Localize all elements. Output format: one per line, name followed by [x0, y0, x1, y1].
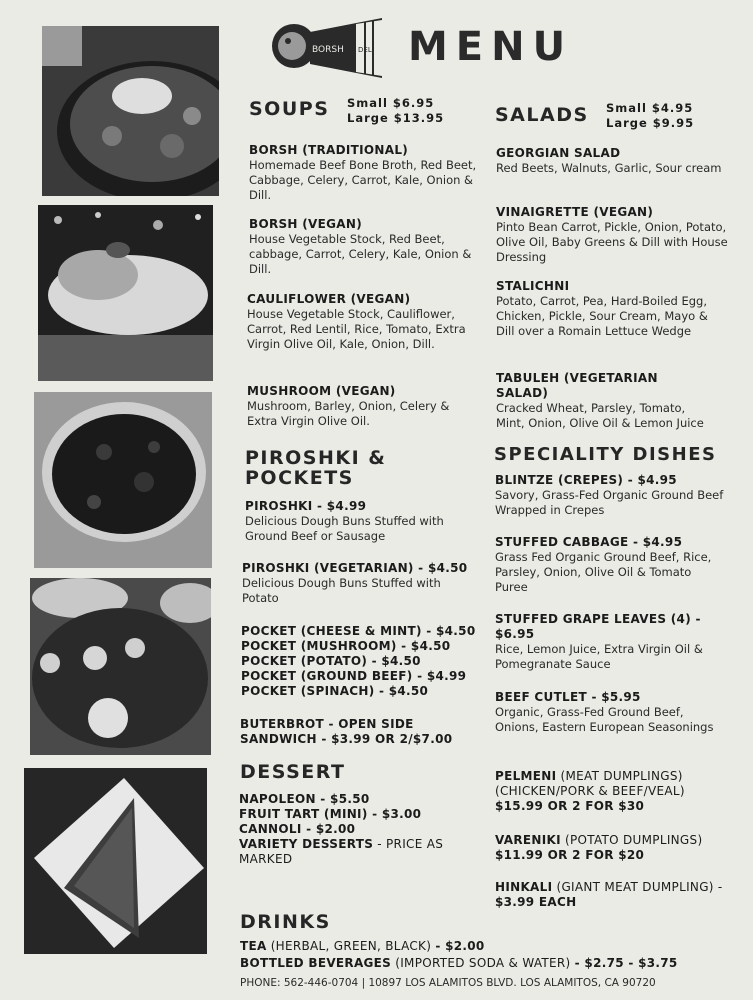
dessert-item: FRUIT TART (MINI) - $3.00 — [239, 807, 422, 821]
piroshki-name: PIROSHKI (VEGETARIAN) - $4.50 — [242, 561, 468, 575]
salad-item — [496, 279, 720, 340]
salad-item — [496, 371, 711, 431]
tea-price: - $2.00 — [435, 939, 485, 953]
tea-name: TEA — [240, 939, 267, 953]
soups-price-large: Large $13.95 — [347, 111, 445, 125]
dessert-list — [239, 792, 443, 867]
dessert-item: CANNOLI - $2.00 — [239, 822, 356, 836]
soup-desc: Mushroom, Barley, Onion, Celery & Extra Virgin Olive Oil. — [247, 399, 450, 429]
specialty-name: STUFFED CABBAGE - $4.95 — [495, 535, 683, 549]
soup-item — [247, 292, 479, 353]
piroshki-item — [245, 499, 477, 544]
salads-heading: SALADS — [495, 104, 589, 126]
photo-salad-plate — [38, 205, 213, 381]
photo-grape-leaves — [30, 578, 211, 755]
piroshki-item — [242, 561, 474, 606]
drink-bottled — [240, 956, 678, 971]
pelmeni-desc1: (MEAT DUMPLINGS) — [556, 769, 683, 783]
variety-rest: - PRICE AS — [373, 837, 444, 851]
soup-desc: Homemade Beef Bone Broth, Red Beet, Cabbage, Celery, Carrot, Kale, Onion & Dill. — [249, 158, 477, 203]
piroshki-desc: Delicious Dough Buns Stuffed with Potato — [242, 576, 441, 606]
specialty-vareniki — [495, 833, 702, 863]
specialty-pelmeni — [495, 769, 685, 814]
logo-text: BORSH — [312, 45, 344, 55]
pocket-item: POCKET (POTATO) - $4.50 — [241, 654, 421, 668]
soup-item — [247, 384, 479, 429]
dessert-item: NAPOLEON - $5.50 — [239, 792, 370, 806]
piroshki-desc: Delicious Dough Buns Stuffed with Ground Beef or Sausage — [245, 514, 444, 544]
salads-price-large: Large $9.95 — [606, 116, 695, 130]
hinkali-desc: (GIANT MEAT DUMPLING) - — [552, 880, 723, 894]
specialty-desc: Organic, Grass-Fed Ground Beef, Onions, Eastern European Seasonings — [495, 705, 714, 735]
specialty-heading: SPECIALITY DISHES — [494, 444, 717, 465]
drinks-heading: DRINKS — [240, 911, 331, 933]
dessert-heading: DESSERT — [240, 761, 346, 783]
variety-name: VARIETY DESSERTS — [239, 837, 374, 851]
specialty-desc: Rice, Lemon Juice, Extra Virgin Oil & Pomegranate Sauce — [495, 642, 703, 672]
piroshki-heading-line1: PIROSHKI & — [245, 447, 387, 469]
salads-price-small: Small $4.95 — [606, 101, 694, 115]
piroshki-heading-line2: POCKETS — [245, 467, 354, 489]
salad-item — [496, 146, 728, 176]
specialty-item — [495, 535, 727, 596]
logo-text-deli: DELI — [358, 46, 374, 54]
soup-item — [249, 143, 481, 204]
salad-name: STALICHNI — [496, 279, 570, 293]
pockets-list — [241, 624, 475, 699]
specialty-hinkali — [495, 880, 723, 910]
soup-desc: House Vegetable Stock, Cauliflower, Carrot, Red Lentil, Rice, Tomato, Extra Virgin Olive Oil, Kale, Onion, Dill. — [247, 307, 466, 352]
bottled-rest: (IMPORTED SODA & WATER) — [391, 956, 575, 970]
specialty-item — [495, 690, 727, 735]
page-title: MENU — [408, 24, 574, 70]
soup-name: BORSH (TRADITIONAL) — [249, 143, 409, 157]
dessert-item-variety — [239, 837, 443, 852]
contact-footer: PHONE: 562-446-0704 | 10897 LOS ALAMITOS BLVD. LOS ALAMITOS, CA 90720 — [240, 977, 656, 989]
borsh-deli-logo — [270, 16, 390, 80]
soup-desc: House Vegetable Stock, Red Beet, cabbage, Carrot, Celery, Kale, Onion & Dill. — [249, 232, 472, 277]
buterbrot-item — [240, 717, 452, 747]
soups-prices — [347, 96, 444, 126]
specialty-name: BEEF CUTLET - $5.95 — [495, 690, 641, 704]
specialty-desc: Savory, Grass-Fed Organic Ground Beef Wrapped in Crepes — [495, 488, 724, 518]
pocket-item: POCKET (MUSHROOM) - $4.50 — [241, 639, 451, 653]
buterbrot-line1: BUTERBROT - OPEN SIDE — [240, 717, 414, 731]
piroshki-name: PIROSHKI - $4.99 — [245, 499, 367, 513]
photo-pastry — [24, 768, 207, 954]
hinkali-name: HINKALI — [495, 880, 553, 894]
soup-name: CAULIFLOWER (VEGAN) — [247, 292, 411, 306]
vareniki-price: $11.99 OR 2 FOR $20 — [495, 848, 645, 862]
pocket-item: POCKET (SPINACH) - $4.50 — [241, 684, 429, 698]
hinkali-price: $3.99 EACH — [495, 895, 577, 909]
salad-desc: Pinto Bean Carrot, Pickle, Onion, Potato, Olive Oil, Baby Greens & Dill with House Dressing — [496, 220, 728, 265]
specialty-item — [495, 473, 725, 518]
specialty-desc: Grass Fed Organic Ground Beef, Rice, Parsley, Onion, Olive Oil & Tomato Puree — [495, 550, 712, 595]
soup-name: BORSH (VEGAN) — [249, 217, 362, 231]
pelmeni-desc2: (CHICKEN/PORK & BEEF/VEAL) — [495, 784, 685, 798]
piroshki-heading — [245, 448, 386, 488]
salad-item — [496, 205, 728, 266]
salad-name: TABULEH (VEGETARIAN SALAD) — [496, 371, 658, 400]
pelmeni-price: $15.99 OR 2 FOR $30 — [495, 799, 645, 813]
soup-item — [249, 217, 481, 278]
bottled-price: - $2.75 - $3.75 — [574, 956, 678, 970]
salad-desc: Cracked Wheat, Parsley, Tomato, Mint, Onion, Olive Oil & Lemon Juice — [496, 401, 704, 431]
salad-desc: Red Beets, Walnuts, Garlic, Sour cream — [496, 161, 722, 175]
photo-borsh-bowl — [42, 26, 219, 196]
specialty-name: STUFFED GRAPE LEAVES (4) - $6.95 — [495, 612, 701, 641]
drink-tea — [240, 939, 485, 954]
soups-heading: SOUPS — [249, 98, 330, 120]
salad-name: GEORGIAN SALAD — [496, 146, 621, 160]
pocket-item: POCKET (CHEESE & MINT) - $4.50 — [241, 624, 476, 638]
soups-price-small: Small $6.95 — [347, 96, 435, 110]
vareniki-name: VARENIKI — [495, 833, 561, 847]
soup-name: MUSHROOM (VEGAN) — [247, 384, 396, 398]
variety-line2: MARKED — [239, 852, 293, 866]
salads-prices — [606, 101, 694, 131]
photo-beet-salad — [34, 392, 212, 568]
pelmeni-name: PELMENI — [495, 769, 557, 783]
tea-rest: (HERBAL, GREEN, BLACK) — [266, 939, 436, 953]
specialty-name: BLINTZE (CREPES) - $4.95 — [495, 473, 677, 487]
specialty-item — [495, 612, 721, 672]
bottled-name: BOTTLED BEVERAGES — [240, 956, 392, 970]
salad-name: VINAIGRETTE (VEGAN) — [496, 205, 654, 219]
pocket-item: POCKET (GROUND BEEF) - $4.99 — [241, 669, 467, 683]
vareniki-desc: (POTATO DUMPLINGS) — [560, 833, 703, 847]
salad-desc: Potato, Carrot, Pea, Hard-Boiled Egg, Chicken, Pickle, Sour Cream, Mayo & Dill over a Romain Lettuce Wedge — [496, 294, 708, 339]
buterbrot-line2: SANDWICH - $3.99 OR 2/$7.00 — [240, 732, 453, 746]
